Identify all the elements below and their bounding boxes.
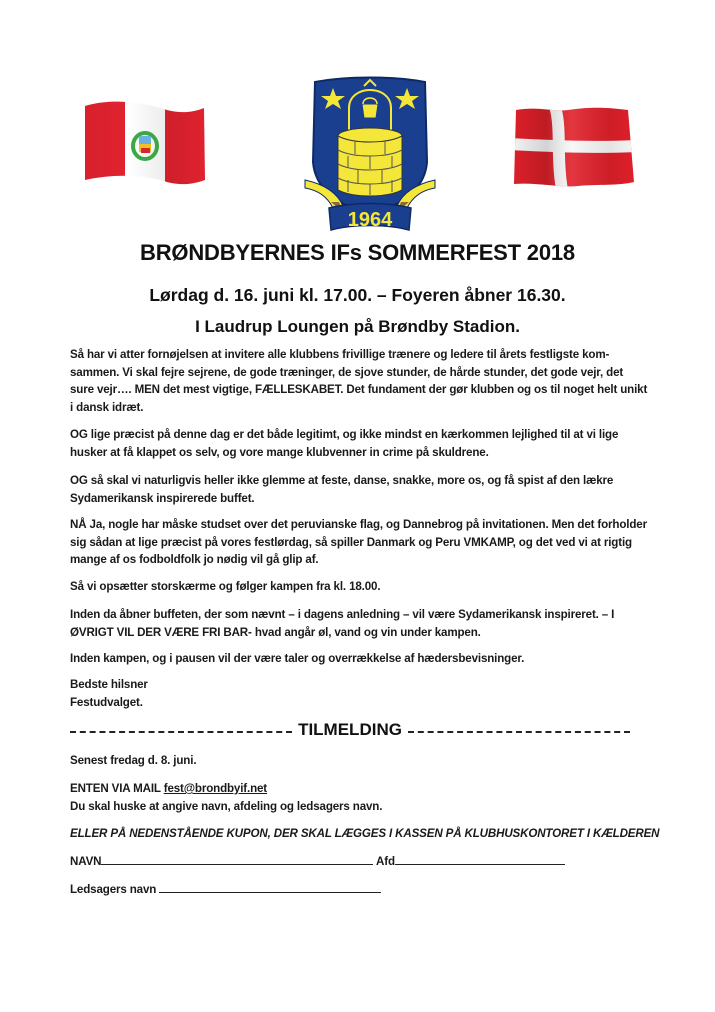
signoff-sender: Festudvalget.	[70, 695, 143, 709]
dept-label: Afd	[376, 855, 395, 868]
divider-dashes-left	[70, 731, 292, 733]
dept-field[interactable]	[395, 852, 565, 865]
denmark-flag-icon	[508, 104, 636, 190]
paragraph-party	[70, 472, 650, 507]
paragraph-screens	[70, 578, 650, 596]
companion-label: Ledsagers navn	[70, 883, 157, 896]
coupon-note: ELLER PÅ NEDENSTÅENDE KUPON, DER SKAL LÆGGES I KASSEN PÅ KLUBHUSKONTORET I KÆLDEREN	[70, 827, 660, 840]
registration-divider	[70, 720, 630, 740]
paragraph-world-cup	[70, 516, 650, 569]
signoff-greeting: Bedste hilsner	[70, 678, 148, 691]
brondby-crest-logo	[303, 74, 437, 236]
crest-year: 1964	[347, 209, 393, 231]
paragraph-text: Inden da åbner buffeten, der som nævnt – i dagens anledning – vil være Sydamerikansk inspireret. – I ØVRIGT VIL DER VÆRE FRI BAR- hvad angår øl, vand og vin under kampen.	[70, 608, 615, 639]
event-date-time: Lørdag d. 16. juni kl. 17.00. – Foyeren åbner 16.30.	[149, 285, 566, 305]
paragraph-text: OG lige præcist på denne dag er det både legitimt, og ikke mindst en kærkommen lejlighed til at vi lige husker at få klappet os selv, og vore mange klubvenner in crime på skuldrene.	[70, 428, 619, 459]
paragraph-speeches	[70, 650, 650, 668]
paragraph-text: NÅ Ja, nogle har måske studset over det peruvianske flag, og Dannebrog på invitationen. Men det forholder sig sådan at lige præcist på vores festlørdag, så spiller Danmark og Peru VMKAMP, og det ved vi at rigtig mange af os fodboldfolk jo nødig vil gå glip af.	[70, 518, 647, 566]
paragraph-text: Inden kampen, og i pausen vil der være taler og overrækkelse af hædersbevisninger.	[70, 652, 525, 665]
event-title: BRØNDBYERNES IFs SOMMERFEST 2018	[140, 240, 575, 265]
paragraph-text: Så vi opsætter storskærme og følger kampen fra kl. 18.00.	[70, 580, 381, 593]
companion-field[interactable]	[159, 880, 381, 893]
email-link[interactable]: fest@brondbyif.net	[163, 782, 268, 795]
name-field[interactable]	[101, 852, 373, 865]
coupon-name-row	[70, 852, 670, 871]
paragraph-legitimate	[70, 426, 650, 461]
header-images	[0, 0, 715, 240]
name-label: NAVN	[70, 855, 102, 868]
mail-prefix: ENTEN VIA MAIL	[70, 782, 164, 795]
registration-heading: TILMELDING	[298, 720, 402, 739]
divider-dashes-right	[408, 731, 630, 733]
paragraph-text: Så har vi atter fornøjelsen at invitere alle klubbens frivillige trænere og ledere til årets festligste kom-sammen. Vi skal fejre sejrene, de gode træninger, de sjove stunder, de hårde stunder, det gode vejr, det sure vejr…. MEN det mest vigtige, FÆLLESKABET. Det fundament der gør klubben og os til noget helt unikt i dansk idræt.	[70, 348, 648, 414]
mail-note: Du skal huske at angive navn, afdeling og ledsagers navn.	[70, 799, 383, 813]
peru-flag-icon	[82, 98, 208, 190]
registration-deadline: Senest fredag d. 8. juni.	[70, 754, 197, 767]
coupon-companion-row	[70, 880, 670, 899]
paragraph-text: OG så skal vi naturligvis heller ikke glemme at feste, danse, snakke, more os, og få spist af den lækre Sydamerikansk inspirerede buffet.	[70, 474, 614, 505]
paragraph-buffet	[70, 606, 650, 641]
event-location: I Laudrup Loungen på Brøndby Stadion.	[195, 317, 520, 336]
paragraph-intro	[70, 346, 650, 416]
registration-mail	[70, 780, 650, 815]
signoff	[70, 676, 650, 711]
